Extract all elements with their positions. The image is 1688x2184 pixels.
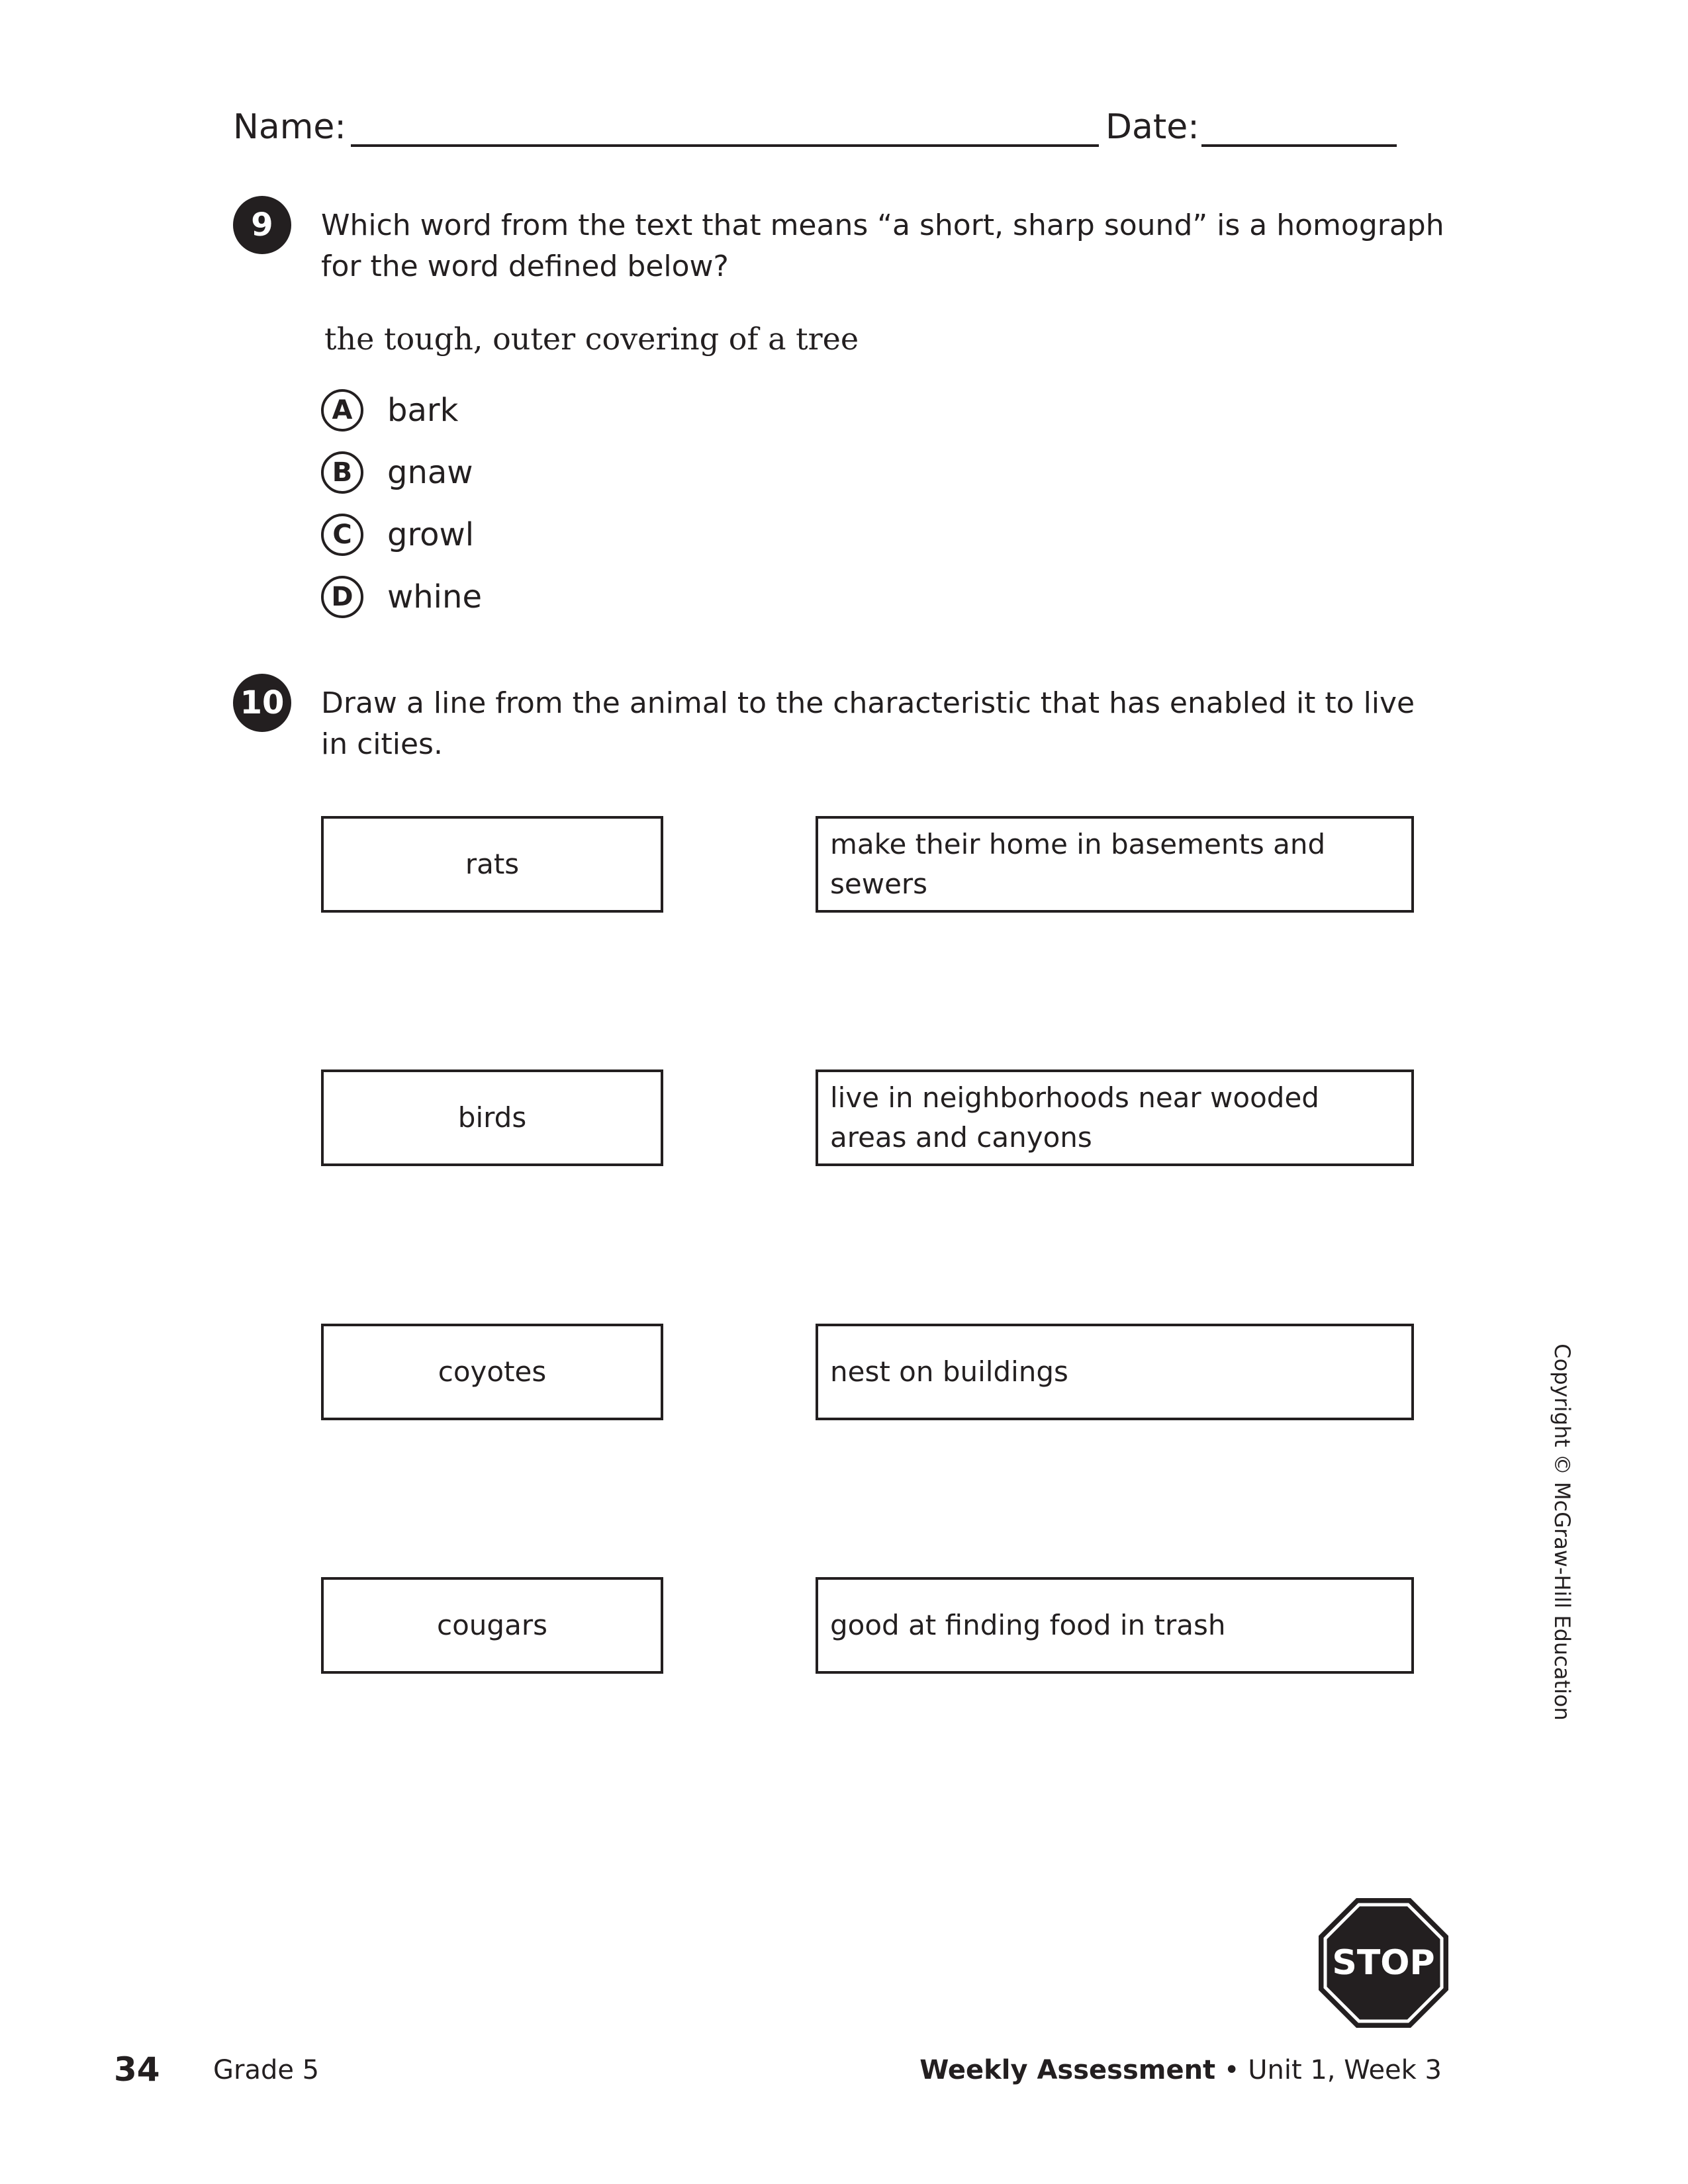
choice-d-bubble[interactable]: D — [321, 576, 363, 618]
choice-a-bubble[interactable]: A — [321, 389, 363, 432]
animal-box-coyotes[interactable]: coyotes — [321, 1324, 663, 1420]
animal-box-rats[interactable]: rats — [321, 816, 663, 913]
date-label: Date: — [1105, 107, 1199, 147]
choice-b[interactable] — [321, 446, 473, 499]
question-9-definition: the tough, outer covering of a tree — [324, 321, 859, 357]
question-10-number: 10 — [233, 674, 291, 732]
choice-a-text: bark — [387, 392, 459, 429]
stop-sign-label: STOP — [1332, 1943, 1435, 1983]
characteristic-box-3[interactable]: nest on buildings — [816, 1324, 1414, 1420]
choice-b-text: gnaw — [387, 454, 473, 491]
characteristic-box-1[interactable]: make their home in basements and sewers — [816, 816, 1414, 913]
choice-b-bubble[interactable]: B — [321, 451, 363, 494]
question-10-prompt: Draw a line from the animal to the characteristic that has enabled it to live in cities. — [321, 686, 1415, 761]
animal-box-cougars[interactable]: cougars — [321, 1577, 663, 1674]
choice-c-bubble[interactable]: C — [321, 514, 363, 556]
copyright-text: Copyright © McGraw-Hill Education — [1550, 1343, 1575, 1721]
assessment-title: Weekly Assessment — [919, 2055, 1216, 2085]
name-label: Name: — [233, 107, 346, 147]
name-field[interactable] — [351, 144, 1099, 147]
choice-a[interactable] — [321, 384, 458, 437]
animal-box-birds[interactable]: birds — [321, 1069, 663, 1166]
choice-d[interactable] — [321, 570, 482, 623]
characteristic-box-2[interactable]: live in neighborhoods near wooded areas and canyons — [816, 1069, 1414, 1166]
date-field[interactable] — [1201, 144, 1397, 147]
stop-sign-icon — [1317, 1897, 1450, 2029]
grade-label: Grade 5 — [213, 2055, 320, 2085]
question-9-prompt: Which word from the text that means “a short, sharp sound” is a homograph for the word defined below? — [321, 208, 1444, 283]
choice-c[interactable] — [321, 508, 474, 561]
choice-c-text: growl — [387, 516, 475, 553]
choice-d-text: whine — [387, 578, 482, 615]
footer-assessment — [919, 2055, 1442, 2085]
question-9-number: 9 — [233, 196, 291, 254]
unit-week: Unit 1, Week 3 — [1248, 2055, 1442, 2085]
characteristic-box-4[interactable]: good at finding food in trash — [816, 1577, 1414, 1674]
page-number: 34 — [114, 2050, 160, 2089]
footer-bullet: • — [1223, 2055, 1240, 2085]
